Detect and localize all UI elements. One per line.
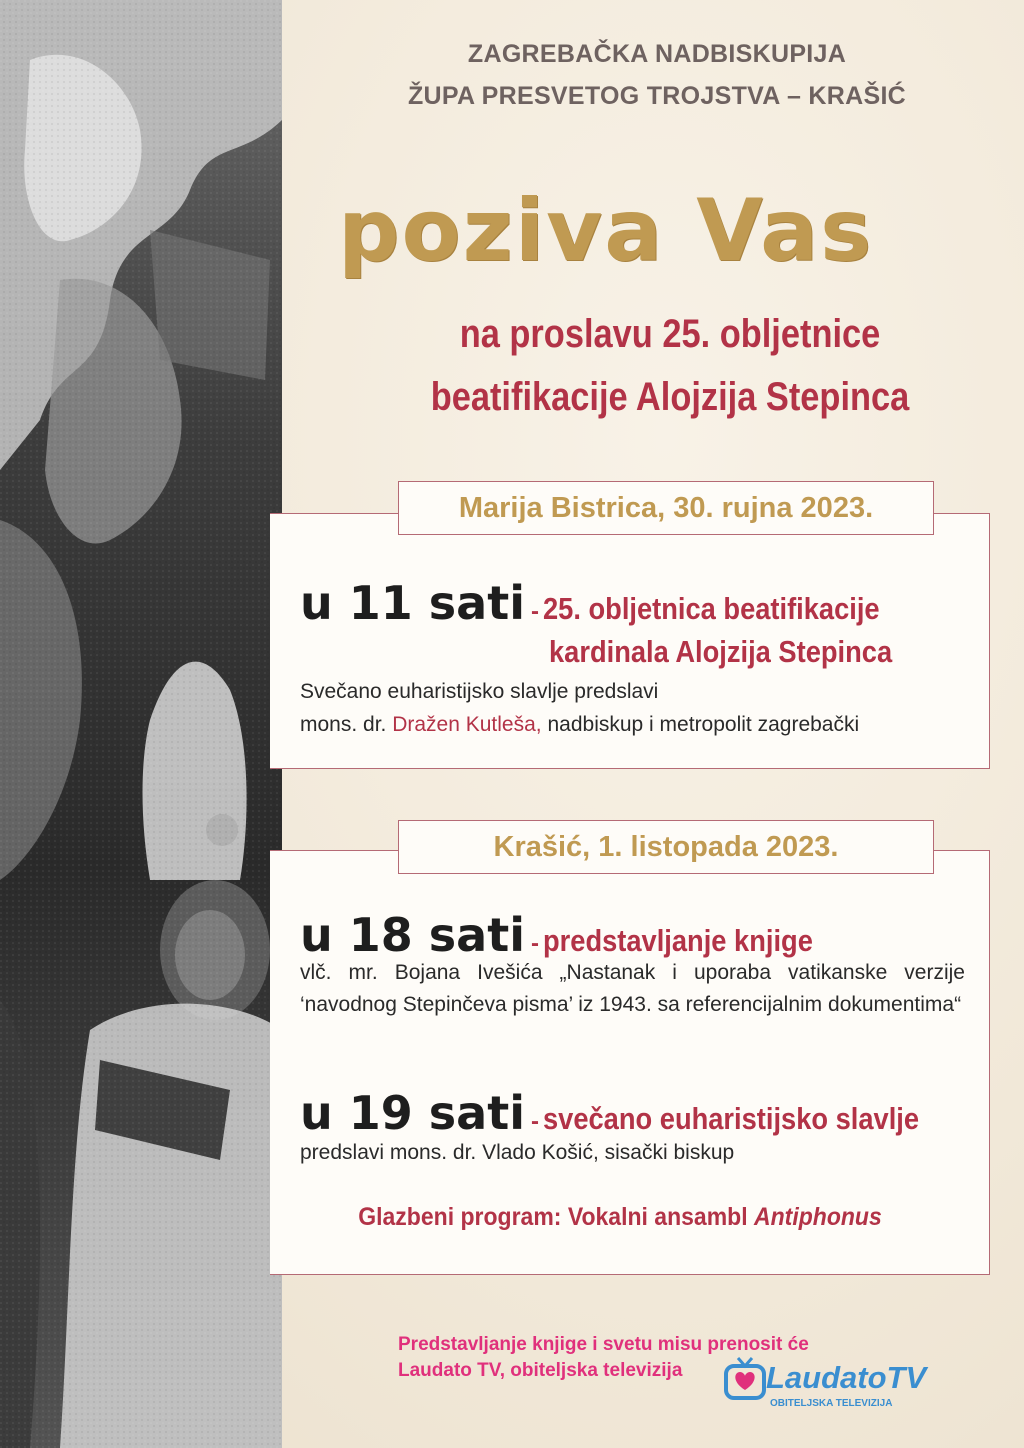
date-label-marija-bistrica: Marija Bistrica, 30. rujna 2023. bbox=[398, 481, 934, 535]
subtitle-line-1: na proslavu 25. obljetnice bbox=[459, 312, 881, 356]
broadcast-note-line-2: Laudato TV, obiteljska televizija bbox=[398, 1360, 683, 1381]
music-label: Glazbeni program: Vokalni ansambl bbox=[358, 1203, 748, 1231]
event-title: 25. obljetnica beatifikacije bbox=[542, 591, 880, 626]
subtitle-line-2: beatifikacije Alojzija Stepinca bbox=[430, 375, 910, 419]
event-description-line-2 bbox=[300, 709, 859, 741]
logo-tagline: OBITELJSKA TELEVIZIJA bbox=[770, 1398, 893, 1409]
event-title: predstavljanje knjige bbox=[542, 923, 813, 958]
dash: - bbox=[530, 1108, 539, 1135]
event-row-11 bbox=[300, 576, 925, 630]
headline: poziva Vas bbox=[338, 181, 874, 281]
event-time: u 19 sati bbox=[300, 1086, 525, 1140]
dash: - bbox=[530, 598, 539, 625]
event-description-line-1: Svečano euharistijsko slavlje predslavi bbox=[300, 680, 659, 703]
ensemble-name: Antiphonus bbox=[754, 1203, 882, 1231]
music-program bbox=[316, 1203, 923, 1232]
book-description: vlč. mr. Bojana Ivešića „Nastanak i uporaba vatikanske verzije ‘navodnog Stepinčeva pisma’ iz 1943. sa referencijalnim dokumentima“ bbox=[300, 961, 965, 1016]
dash: - bbox=[530, 930, 539, 957]
archdiocese-name: ZAGREBAČKA NADBISKUPIJA bbox=[467, 40, 847, 68]
event-time: u 18 sati bbox=[300, 908, 525, 962]
event-title: svečano euharistijsko slavlje bbox=[542, 1101, 920, 1136]
broadcast-note-line-1: Predstavljanje knjige i svetu misu prenosit će bbox=[398, 1334, 809, 1355]
mass-description: predslavi mons. dr. Vlado Košić, sisački biskup bbox=[300, 1141, 735, 1164]
event-title-line-2: kardinala Alojzija Stepinca bbox=[549, 634, 893, 669]
event-row-18 bbox=[300, 908, 850, 962]
laudato-tv-logo bbox=[722, 1354, 932, 1414]
celebrant-role: nadbiskup i metropolit zagrebački bbox=[547, 713, 860, 736]
date-label-krasic: Krašić, 1. listopada 2023. bbox=[398, 820, 934, 874]
logo-wordmark: LaudatoTV bbox=[766, 1360, 927, 1395]
tv-heart-logo-icon bbox=[722, 1354, 768, 1404]
celebrant-name: Dražen Kutleša, bbox=[392, 713, 542, 736]
celebrant-title: mons. dr. bbox=[300, 713, 387, 736]
parish-name: ŽUPA PRESVETOG TROJSTVA – KRAŠIĆ bbox=[407, 82, 907, 110]
archival-photo bbox=[0, 0, 282, 1448]
event-time: u 11 sati bbox=[300, 576, 525, 630]
event-row-19 bbox=[300, 1086, 970, 1140]
